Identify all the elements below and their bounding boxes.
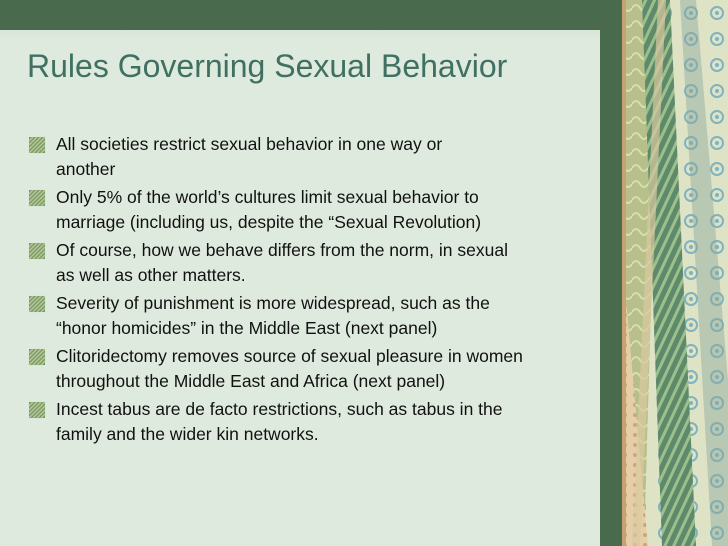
decorative-fabric-panel — [600, 0, 728, 546]
bullet-item-3 — [28, 238, 608, 287]
bullet-icon — [28, 136, 46, 154]
bullet-text-line1: Incest tabus are de facto restrictions, such as tabus in the — [56, 399, 503, 419]
slide-title: Rules Governing Sexual Behavior — [27, 48, 508, 84]
bullet-icon — [28, 242, 46, 260]
bullet-text-line1: All societies restrict sexual behavior in one way or — [56, 134, 443, 154]
bullet-text-line1: Clitoridectomy removes source of sexual pleasure in women — [56, 346, 523, 366]
bullet-text-line2: as well as other matters. — [56, 264, 246, 285]
bullet-icon — [28, 348, 46, 366]
bullet-text-line2: marriage (including us, despite the “Sexual Revolution) — [56, 211, 482, 232]
bullet-text-line2: “honor homicides” in the Middle East (next panel) — [56, 317, 438, 338]
bullet-text-line2: another — [56, 158, 116, 179]
bullet-text-line1: Only 5% of the world’s cultures limit sexual behavior to — [56, 187, 479, 207]
bullet-icon — [28, 189, 46, 207]
top-frame-shadow — [0, 30, 600, 38]
bullet-item-2 — [28, 185, 608, 234]
bullet-list — [28, 132, 608, 450]
bullet-item-6 — [28, 397, 608, 446]
bullet-item-5 — [28, 344, 608, 393]
bullet-icon — [28, 295, 46, 313]
bullet-text-line1: Of course, how we behave differs from the norm, in sexual — [56, 240, 508, 260]
bullet-text-line2: family and the wider kin networks. — [56, 423, 319, 444]
bullet-text-line2: throughout the Middle East and Africa (next panel) — [56, 370, 446, 391]
bullet-item-4 — [28, 291, 608, 340]
bullet-icon — [28, 401, 46, 419]
top-frame-border — [0, 0, 600, 30]
bullet-text-line1: Severity of punishment is more widespread, such as the — [56, 293, 490, 313]
bullet-item-1 — [28, 132, 608, 181]
